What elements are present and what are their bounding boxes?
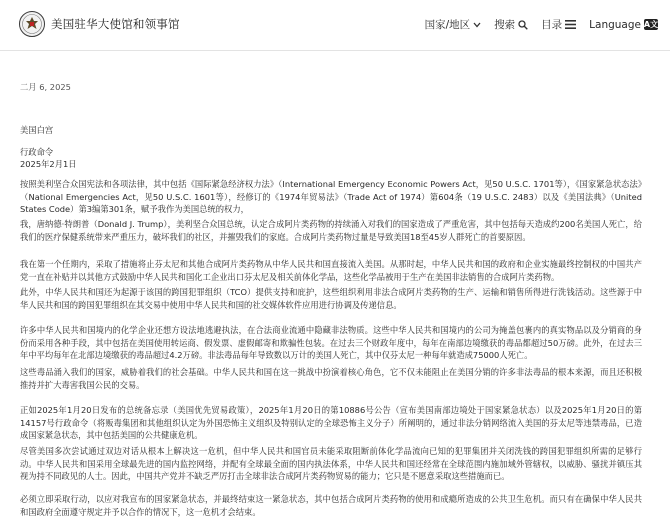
paragraph: 这些毒品涌入我们的国家，威胁着我们的社会基础。中华人民共和国在这一挑战中扮演着核心角色，它不仅未能阻止在美国分销的许多非法毒品的根本来源，而且还积极推持并扩大毒害我国公民的交易。 bbox=[20, 367, 642, 390]
search-icon bbox=[518, 20, 528, 30]
paragraph: 我在第一个任期内，采取了措施将止芬太尼和其他合成阿片类药物从中华人民共和国直接流入美国。从那时起，中华人民共和国的政府和企业实施最终控制权的中国共产党一直在补贴并以其他方式鼓励中华人民共和国化工企业出口芬太尼及相关前体化学品，这些化学品被用于生产在美国非法销售的合成阿片类药物。 bbox=[20, 259, 642, 282]
country-dropdown[interactable] bbox=[425, 17, 482, 32]
paragraph: 按照美利坚合众国宪法和各项法律，其中包括《国际紧急经济权力法》（International Emergency Economic Powers Act，见50 U.S.C. 1701等），《国家紧急状态法》（National Emergencies Act，见50 U.S.C. 1601等），经修订的《1974年贸易法》（Trade Act of 1974）第604条（19 U.S.C. 2483）以及《美国法典》（United States Code）第3编第301条，赋予我作为美国总统的权力， bbox=[20, 179, 642, 214]
paragraph: 许多中华人民共和国境内的化学企业还想方设法地逃避执法，在合法商业流通中隐藏非法物质。这些中华人民共和国境内的公司为掩盖包裹内的真实物品以及分销商的身份而采用各种手段，其中包括在美国使用转运商、假发票、虚假邮寄和欺骗性包装。在过去三个财政年度中，每年在南部边境缴获的毒品都超过50万磅。此外，在过去三年中平均每年在北部边境缴获的毒品超过4.2万磅。非法毒品每年导致数以万计的美国人死亡，其中仅芬太尼一种每年就造成75000人死亡。 bbox=[20, 325, 642, 360]
site-header bbox=[0, 0, 670, 51]
paragraph: 此外，中华人民共和国还为起源于该国的跨国犯罪组织（TCO）提供支持和庇护，这些组织利用非法合成阿片类药物的生产、运输和销售所得进行洗钱活动。这些源于中华人民共和国的跨国犯罪组织在其交易中使用中华人民共和国的社交媒体软件应用进行协调及传递信息。 bbox=[20, 287, 642, 310]
language-button[interactable] bbox=[589, 19, 658, 31]
site-title[interactable]: 美国驻华大使馆和领事馆 bbox=[51, 17, 180, 31]
paragraph: 尽管美国多次尝试通过双边对话从根本上解决这一危机，但中华人民共和国官员未能采取阻断前体化学品流向已知的犯罪集团并关闭洗钱的跨国犯罪组织所需的足够行动。中华人民共和国采用全球最先进的国内监控网络，并配有全球最全面的国内执法体系，中华人民共和国还经常在全球范围内施加域外管辖权，以威胁、骚扰并镇压其视为持不同政见的人士。因此，中国共产党并不缺乏严厉打击全球非法合成阿片类药物贸易的能力；它只是不愿意采取这些措施而已。 bbox=[20, 446, 642, 481]
country-dropdown-label: 国家/地区 bbox=[424, 19, 471, 31]
document-date: 2025年2月1日 bbox=[20, 159, 77, 169]
search-button[interactable] bbox=[494, 17, 528, 32]
search-label: 搜索 bbox=[494, 19, 516, 31]
embassy-seal-logo[interactable] bbox=[19, 11, 45, 37]
paragraph: 正如2025年1月20日发布的总统备忘录（美国优先贸易政策），2025年1月20日的第10886号公告（宣布美国南部边境处于国家紧急状态）以及2025年1月20日的第14157号行政命令（将贩毒集团和其他组织认定为外国恐怖主义组织及特别认定的全球恐怖主义分子）所阐明的，通过非法分销网络流入美国的芬太尼等违禁毒品，已造成国家紧急状态，其中包括美国的公共健康危机。 bbox=[20, 405, 642, 440]
publish-date: 二月 6, 2025 bbox=[20, 82, 71, 92]
hamburger-icon bbox=[565, 20, 576, 29]
paragraph: 必须立即采取行动，以应对我宣布的国家紧急状态，并最终结束这一紧急状态，其中包括合成阿片类药物的使用和成瘾所造成的公共卫生危机。而只有在确保中华人民共和国政府全面遵守规定并予以合作的情况下，这一危机才会结束。 bbox=[20, 494, 642, 517]
menu-button[interactable] bbox=[541, 17, 576, 32]
translate-icon: A文 bbox=[643, 20, 659, 29]
paragraph: 我，唐纳德·特朗普（Donald J. Trump），美利坚合众国总统，认定合成阿片类药物的持续涌入对我们的国家造成了严重危害，其中包括每天造成约200名美国人死亡，给我们的医疗保健系统带来严重压力，破坏我们的社区，并摧毁我们的家庭。合成阿片类药物过量是导致美国18至45岁人群死亡的首要原因。 bbox=[20, 219, 642, 242]
document-recipient: 美国白宫 bbox=[20, 125, 54, 135]
menu-label: 目录 bbox=[541, 19, 563, 31]
language-label: Language bbox=[589, 18, 641, 31]
document-type: 行政命令 bbox=[20, 147, 54, 157]
chevron-down-icon bbox=[473, 22, 481, 28]
top-nav bbox=[425, 17, 658, 32]
